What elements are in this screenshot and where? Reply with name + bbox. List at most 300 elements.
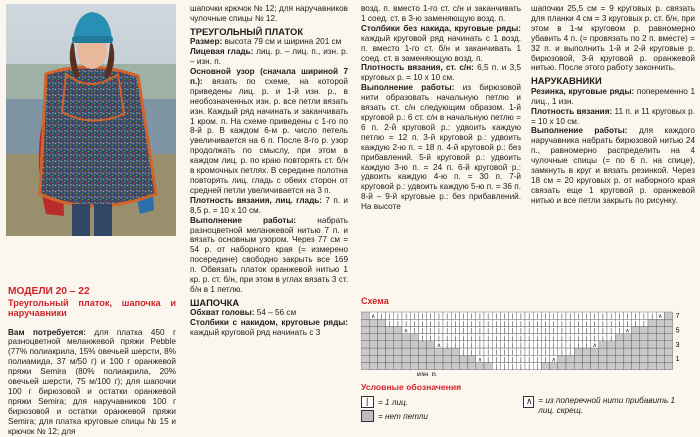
- scheme-cell: [361, 348, 369, 355]
- scheme-stitch-mark: |: [552, 328, 555, 335]
- scheme-stitch-mark: |: [446, 321, 448, 328]
- scheme-stitch-mark: |: [511, 343, 514, 349]
- scheme-stitch-mark: |: [470, 328, 473, 335]
- scheme-cell: [369, 341, 377, 348]
- scheme-cell: [476, 362, 484, 369]
- scheme-cell: [377, 341, 385, 348]
- scheme-stitch-mark: |: [470, 343, 473, 349]
- scheme-stitch-mark: |: [503, 364, 506, 371]
- scheme-cell: [623, 355, 631, 362]
- scheme-cell: [591, 355, 599, 362]
- scheme-stitch-mark: |: [462, 350, 465, 357]
- pattern-label: Основной узор (сначала шириной 7 п.):: [190, 67, 348, 86]
- knit-symbol-icon: |: [361, 396, 374, 408]
- scheme-stitch-mark: |: [618, 321, 621, 328]
- scheme-stitch-mark: |: [479, 328, 481, 335]
- size-label: Размер:: [190, 37, 223, 47]
- scheme-stitch-mark: |: [520, 328, 522, 335]
- scheme-cell: [369, 348, 377, 355]
- scheme-stitch-mark: |: [503, 357, 506, 364]
- scheme-stitch-mark: ∧: [477, 357, 483, 364]
- scheme-cell: [377, 334, 385, 341]
- scheme-stitch-mark: |: [528, 328, 530, 335]
- scheme-cell: [443, 348, 451, 355]
- scheme-stitch-mark: |: [438, 321, 440, 328]
- scheme-cell: [435, 355, 443, 362]
- scheme-stitch-mark: |: [528, 335, 530, 342]
- scheme-title: Схема: [361, 296, 389, 306]
- scheme-cell: [591, 362, 599, 369]
- scheme-cell: [394, 334, 402, 341]
- scheme-stitch-mark: |: [577, 335, 580, 342]
- scheme-stitch-mark: |: [520, 364, 522, 371]
- scheme-stitch-mark: ∧: [436, 343, 442, 349]
- scheme-cell: [394, 341, 402, 348]
- scheme-row-number: 3: [675, 341, 680, 349]
- scheme-cell: [484, 362, 492, 369]
- scheme-cell: [369, 355, 377, 362]
- scheme-stitch-mark: |: [388, 314, 391, 321]
- scheme-stitch-mark: |: [413, 328, 416, 335]
- scheme-cell: [615, 355, 623, 362]
- scheme-cell: [640, 326, 648, 333]
- scheme-stitch-mark: |: [520, 314, 522, 321]
- density-paragraph: [190, 196, 348, 216]
- face-label: Лицевая гладь:: [190, 47, 254, 57]
- scheme-stitch-mark: |: [561, 343, 563, 349]
- scheme-stitch-mark: |: [503, 314, 506, 321]
- scheme-cell: [664, 312, 672, 319]
- scheme-cell: [386, 341, 394, 348]
- scheme-cell: [418, 355, 426, 362]
- scheme-stitch-mark: |: [552, 321, 555, 328]
- scheme-stitch-mark: |: [561, 335, 563, 342]
- scheme-row-number: 1: [675, 356, 680, 364]
- model-photo: [6, 4, 176, 236]
- scheme-cell: [574, 362, 582, 369]
- scheme-cell: [418, 362, 426, 369]
- scheme-stitch-mark: |: [454, 328, 457, 335]
- scheme-stitch-mark: |: [569, 343, 571, 349]
- scheme-stitch-mark: |: [487, 343, 489, 349]
- scheme-stitch-mark: |: [503, 328, 506, 335]
- scheme-cell: [648, 348, 656, 355]
- scheme-stitch-mark: |: [487, 321, 489, 328]
- scheme-stitch-mark: |: [495, 364, 498, 371]
- scheme-stitch-mark: |: [544, 350, 547, 357]
- hat-cont-text: возд. п. вместо 1-го ст. с/н и заканчивать 1 соед. ст. в 3-ю заменяющую возд. п.: [361, 4, 521, 23]
- scheme-stitch-mark: |: [544, 314, 547, 321]
- scheme-cell: [377, 355, 385, 362]
- sbn-paragraph: [361, 24, 521, 64]
- scheme-cell: [640, 348, 648, 355]
- knitting-scheme: [361, 296, 695, 378]
- scheme-cell: [582, 355, 590, 362]
- legend-knit-text: = 1 лиц.: [378, 397, 409, 407]
- scheme-cell: [361, 362, 369, 369]
- scheme-stitch-mark: |: [561, 350, 563, 357]
- scheme-cell: [435, 348, 443, 355]
- shawl-title: ТРЕУГОЛЬНЫЙ ПЛАТОК: [190, 25, 304, 37]
- scheme-stitch-mark: |: [388, 321, 391, 328]
- scheme-cell: [402, 355, 410, 362]
- scheme-stitch-mark: |: [503, 343, 506, 349]
- scheme-cell: [656, 362, 664, 369]
- scheme-cell: [443, 362, 451, 369]
- scheme-cell: [632, 341, 640, 348]
- scheme-cell: [369, 326, 377, 333]
- mitt-title: НАРУКАВНИКИ: [531, 75, 602, 87]
- scheme-cell: [550, 362, 558, 369]
- scheme-stitch-mark: |: [487, 314, 489, 321]
- legend-knit: [361, 396, 408, 408]
- scheme-purl-label: изн. р.: [417, 371, 438, 376]
- scheme-stitch-mark: |: [495, 335, 498, 342]
- scheme-stitch-mark: |: [511, 350, 514, 357]
- scheme-stitch-mark: |: [618, 328, 621, 335]
- scheme-stitch-mark: |: [479, 321, 481, 328]
- density-label: Плотность вязания, лиц. гладь:: [190, 195, 323, 205]
- scheme-cell: [664, 319, 672, 326]
- mitt-density-label: Плотность вязания:: [531, 106, 613, 116]
- pattern-paragraph: [190, 67, 348, 196]
- scheme-cell: [558, 362, 566, 369]
- intro-text: шапочки крючок № 12; для наручавников чулочные спицы № 12.: [190, 4, 348, 23]
- hat-title: ШАПОЧКА: [190, 296, 240, 308]
- scheme-stitch-mark: |: [405, 314, 407, 321]
- rib-text: попеременно 1 лиц., 1 изн.: [531, 86, 695, 106]
- scheme-stitch-mark: |: [438, 328, 440, 335]
- scheme-stitch-mark: |: [503, 350, 506, 357]
- scheme-cell: [615, 334, 623, 341]
- mitt-work-label: Выполнение работы:: [531, 126, 628, 136]
- scheme-stitch-mark: |: [544, 328, 547, 335]
- scheme-cell: [361, 341, 369, 348]
- scheme-stitch-mark: |: [536, 328, 539, 335]
- scheme-cell: [599, 362, 607, 369]
- scheme-stitch-mark: |: [577, 343, 580, 349]
- scheme-stitch-mark: |: [429, 321, 432, 328]
- scheme-cell: [615, 341, 623, 348]
- scheme-cell: [656, 348, 664, 355]
- materials-paragraph: [8, 328, 176, 437]
- scheme-cell: [640, 334, 648, 341]
- scheme-cell: [459, 362, 467, 369]
- scheme-cell: [361, 326, 369, 333]
- scheme-cell: [664, 362, 672, 369]
- scheme-cell: [640, 362, 648, 369]
- scheme-cell: [377, 348, 385, 355]
- scheme-cell: [623, 362, 631, 369]
- scheme-stitch-mark: |: [536, 321, 539, 328]
- scheme-cell: [427, 362, 435, 369]
- scheme-cell: [632, 355, 640, 362]
- scheme-cell: [640, 341, 648, 348]
- scheme-stitch-mark: |: [503, 321, 506, 328]
- scheme-cell: [664, 326, 672, 333]
- scheme-cell: [394, 348, 402, 355]
- scheme-cell: [599, 348, 607, 355]
- scheme-stitch-mark: |: [462, 335, 465, 342]
- scheme-stitch-mark: |: [479, 343, 481, 349]
- scheme-cell: [566, 355, 574, 362]
- scheme-cell: [664, 341, 672, 348]
- scheme-cell: [599, 341, 607, 348]
- scheme-stitch-mark: |: [528, 321, 530, 328]
- scheme-cell: [451, 348, 459, 355]
- scheme-stitch-mark: |: [593, 328, 596, 335]
- mitt-work-text: для каждого наручавника набрать бирюзовой нитью 24 п., равномерно распределить на 4 чулочные спицы (= по 6 п. на спице), замкнуть в круг и вязать резинкой. Через 18 см = 20 круговых р. от наборного края связать еще 1 круговой р. оранжевой нитью и все петли закрыть по рисунку.: [531, 126, 695, 205]
- scheme-stitch-mark: |: [593, 321, 596, 328]
- scheme-stitch-mark: |: [421, 328, 424, 335]
- scheme-cell: [648, 362, 656, 369]
- scheme-stitch-mark: |: [446, 314, 448, 321]
- scheme-row-number: 7: [675, 313, 680, 320]
- scheme-stitch-mark: |: [454, 321, 457, 328]
- scheme-stitch-mark: |: [470, 314, 473, 321]
- scheme-stitch-mark: |: [487, 350, 489, 357]
- scheme-stitch-mark: |: [495, 321, 498, 328]
- scheme-cell: [443, 355, 451, 362]
- scheme-stitch-mark: |: [618, 314, 621, 321]
- column-shawl: [190, 4, 348, 338]
- scheme-stitch-mark: |: [520, 343, 522, 349]
- scheme-stitch-mark: |: [528, 350, 530, 357]
- scheme-cell: [386, 326, 394, 333]
- scheme-cell: [386, 348, 394, 355]
- legend-increase-text: = из поперечной нити прибавить 1 лиц. скрещ.: [538, 396, 676, 415]
- column-mittens: [531, 4, 695, 206]
- scheme-stitch-mark: |: [602, 321, 604, 328]
- cols-text: каждый круговой ряд начинать с 3: [190, 328, 321, 338]
- scheme-cell: [459, 355, 467, 362]
- scheme-stitch-mark: |: [446, 343, 448, 349]
- scheme-cell: [361, 312, 369, 319]
- scheme-grid: [361, 306, 695, 376]
- scheme-stitch-mark: |: [487, 357, 489, 364]
- scheme-stitch-mark: |: [454, 343, 457, 349]
- hat-density-label: Плотность вязания, ст. с/н:: [361, 63, 474, 73]
- scheme-stitch-mark: |: [470, 350, 473, 357]
- scheme-cell: [599, 355, 607, 362]
- cols-paragraph: [190, 318, 348, 338]
- size-text: высота 79 см и ширина 201 см: [224, 37, 342, 47]
- scheme-cell: [427, 355, 435, 362]
- scheme-cell: [410, 334, 418, 341]
- model-subtitle: Треугольный платок, шапочка и наручавники: [8, 297, 176, 318]
- scheme-cell: [656, 341, 664, 348]
- scheme-stitch-mark: ∧: [371, 314, 376, 321]
- scheme-stitch-mark: |: [602, 314, 604, 321]
- scheme-cell: [418, 341, 426, 348]
- scheme-stitch-mark: |: [569, 328, 571, 335]
- scheme-stitch-mark: |: [610, 321, 612, 328]
- scheme-stitch-mark: |: [495, 328, 498, 335]
- scheme-stitch-mark: |: [454, 335, 457, 342]
- scheme-stitch-mark: |: [470, 335, 473, 342]
- scheme-stitch-mark: |: [602, 335, 604, 342]
- scheme-stitch-mark: |: [487, 335, 489, 342]
- scheme-stitch-mark: |: [479, 335, 481, 342]
- cols-label: Столбики с накидом, круговые ряды:: [190, 318, 348, 328]
- scheme-stitch-mark: |: [528, 364, 530, 371]
- scheme-stitch-mark: |: [552, 335, 555, 342]
- scheme-stitch-mark: |: [413, 321, 416, 328]
- legend-no-stitch-text: = нет петли: [378, 411, 428, 421]
- scheme-cell: [386, 355, 394, 362]
- scheme-stitch-mark: ∧: [403, 328, 409, 335]
- scheme-stitch-mark: |: [429, 335, 432, 342]
- hat-density-text: 6,5 п. и 3,5 круговых р. = 10 х 10 см.: [361, 63, 521, 83]
- pattern-text: вязать по схеме, на которой приведены лиц. р. и 1-й изн. р., в необозначенных изн. р. все петли вязать изн. Каждый ряд начинать и заканчивать 1 кром. п. На схеме приведены с 1-го по 8-й р. В каждом 6-м р. число петель увеличивается на 6 п. После 8-го р. узор продолжать по смыслу, при этом в каждом лиц. р. по краю повторять ст. б/н в кромочных петлях. В середине полотна повторять лиц. гладь с обеих сторон от средней петли увеличивается на 3 п.: [190, 76, 348, 195]
- scheme-cell: [410, 362, 418, 369]
- scheme-cell: [582, 348, 590, 355]
- scheme-stitch-mark: |: [593, 314, 596, 321]
- scheme-row-number: 5: [675, 327, 680, 335]
- hat-work-text: из бирюзовой нити образовать начальную петлю и вязать ст. с/н следующим образом. 1-й круговой р.: 6 ст. с/н в начальную петлю = 6 п. 2-й круговой р.: удвоить каждую петлю = 12 п. 3-й круговой р.: удвоить каждую 2-ю п. = 18 п. 4-й круговой р.: без прибавлений. 5-й круговой р.: удвоить каждую 3-ю п. = 24 п. 6-й круговой р.: удвоить каждую 4-ю п. = 30 п. 7-й круговой р.: удвоить каждую 5-ю п. = 36 п. 8-й – 9-й круговые р.: без прибавлений. На высоте: [361, 83, 521, 212]
- column-materials: [8, 286, 176, 436]
- scheme-cell: [468, 355, 476, 362]
- scheme-cell: [615, 362, 623, 369]
- scheme-stitch-mark: |: [429, 314, 432, 321]
- scheme-cell: [607, 355, 615, 362]
- sbn-label: Столбики без накида, круговые ряды:: [361, 23, 521, 33]
- scheme-stitch-mark: |: [405, 321, 407, 328]
- girth-paragraph: [190, 308, 348, 318]
- scheme-cell: [410, 348, 418, 355]
- scheme-cell: [468, 362, 476, 369]
- scheme-stitch-mark: |: [479, 350, 481, 357]
- scheme-stitch-mark: |: [511, 314, 514, 321]
- scheme-cell: [664, 348, 672, 355]
- scheme-stitch-mark: |: [536, 364, 539, 371]
- scheme-cell: [361, 355, 369, 362]
- scheme-cell: [402, 348, 410, 355]
- scheme-cell: [632, 348, 640, 355]
- scheme-stitch-mark: |: [643, 314, 645, 321]
- scheme-cell: [582, 362, 590, 369]
- scheme-cell: [664, 334, 672, 341]
- scheme-cell: [369, 319, 377, 326]
- scheme-stitch-mark: |: [634, 321, 637, 328]
- scheme-stitch-mark: |: [577, 321, 580, 328]
- scheme-cell: [574, 355, 582, 362]
- scheme-stitch-mark: |: [438, 335, 440, 342]
- scheme-cell: [656, 355, 664, 362]
- scheme-stitch-mark: |: [528, 343, 530, 349]
- scheme-cell: [656, 326, 664, 333]
- scheme-stitch-mark: |: [454, 314, 457, 321]
- scheme-cell: [402, 334, 410, 341]
- legend-increase: [523, 396, 693, 416]
- scheme-stitch-mark: |: [634, 314, 637, 321]
- scheme-cell: [607, 341, 615, 348]
- scheme-stitch-mark: |: [610, 335, 612, 342]
- scheme-stitch-mark: |: [552, 350, 555, 357]
- scheme-cell: [623, 334, 631, 341]
- scheme-cell: [394, 326, 402, 333]
- scheme-cell: [410, 341, 418, 348]
- hat-end-text: шапочки 25,5 см = 9 круговых р. связать для планки 4 см = 3 круговых р. ст. б/н, при этом в 1-м круговом р. равномерно убавить 4 п. (= провязать по 2 п. вместе) = 32 п. и выполнить 1-й и 2-й круговые р. бирюзовой, 3-й круговой р. оранжевой нитью. После этого работу закончить.: [531, 4, 695, 73]
- scheme-cell: [402, 341, 410, 348]
- scheme-cell: [566, 362, 574, 369]
- scheme-stitch-mark: |: [577, 314, 580, 321]
- scheme-stitch-mark: |: [561, 328, 563, 335]
- scheme-stitch-mark: |: [495, 314, 498, 321]
- scheme-cell: [369, 334, 377, 341]
- scheme-cell: [632, 326, 640, 333]
- scheme-stitch-mark: |: [585, 328, 588, 335]
- scheme-stitch-mark: |: [544, 343, 547, 349]
- scheme-stitch-mark: |: [495, 357, 498, 364]
- scheme-cell: [427, 341, 435, 348]
- scheme-cell: [394, 355, 402, 362]
- scheme-stitch-mark: |: [585, 335, 588, 342]
- scheme-cell: [386, 334, 394, 341]
- scheme-stitch-mark: |: [544, 357, 547, 364]
- scheme-stitch-mark: |: [536, 357, 539, 364]
- scheme-cell: [427, 348, 435, 355]
- scheme-stitch-mark: |: [446, 335, 448, 342]
- scheme-cell: [361, 319, 369, 326]
- scheme-cell: [656, 319, 664, 326]
- scheme-stitch-mark: |: [643, 321, 645, 328]
- scheme-cell: [607, 362, 615, 369]
- scheme-cell: [418, 348, 426, 355]
- scheme-cell: [377, 326, 385, 333]
- scheme-stitch-mark: ∧: [551, 357, 556, 364]
- scheme-stitch-mark: |: [552, 343, 555, 349]
- scheme-cell: [656, 334, 664, 341]
- scheme-cell: [632, 334, 640, 341]
- scheme-cell: [386, 362, 394, 369]
- scheme-stitch-mark: |: [380, 314, 383, 321]
- scheme-cell: [558, 355, 566, 362]
- scheme-stitch-mark: |: [462, 314, 465, 321]
- scheme-cell: [648, 341, 656, 348]
- scheme-stitch-mark: |: [438, 314, 440, 321]
- scheme-stitch-mark: |: [561, 314, 563, 321]
- no-stitch-symbol-icon: [361, 410, 374, 422]
- face-text: лиц. р. – лиц. п., изн. р. – изн. п.: [190, 47, 348, 67]
- scheme-stitch-mark: |: [413, 314, 416, 321]
- scheme-cell: [648, 355, 656, 362]
- rib-paragraph: [531, 87, 695, 107]
- scheme-stitch-mark: |: [511, 335, 514, 342]
- scheme-stitch-mark: |: [503, 335, 506, 342]
- size-paragraph: [190, 37, 348, 47]
- work-label: Выполнение работы:: [190, 215, 297, 225]
- scheme-stitch-mark: |: [569, 321, 571, 328]
- scheme-cell: [435, 362, 443, 369]
- scheme-stitch-mark: |: [511, 328, 514, 335]
- scheme-stitch-mark: |: [462, 321, 465, 328]
- scheme-stitch-mark: |: [397, 314, 399, 321]
- scheme-stitch-mark: |: [651, 314, 653, 321]
- rib-label: Резинка, круговые ряды:: [531, 86, 635, 96]
- hat-work-paragraph: [361, 83, 521, 212]
- scheme-stitch-mark: |: [429, 328, 432, 335]
- scheme-cell: [574, 348, 582, 355]
- column-hat: [361, 4, 521, 212]
- scheme-stitch-mark: |: [626, 321, 629, 328]
- scheme-stitch-mark: ∧: [658, 314, 663, 321]
- materials-label: Вам потребуется:: [8, 327, 86, 337]
- sbn-text: каждый круговой ряд начинать с 1 возд. п. вместо 1-го ст. б/н и заканчивать 1 соед. ст. в заменяющую возд. п.: [361, 33, 521, 63]
- scheme-stitch-mark: |: [446, 328, 448, 335]
- scheme-cell: [607, 348, 615, 355]
- scheme-stitch-mark: |: [544, 321, 547, 328]
